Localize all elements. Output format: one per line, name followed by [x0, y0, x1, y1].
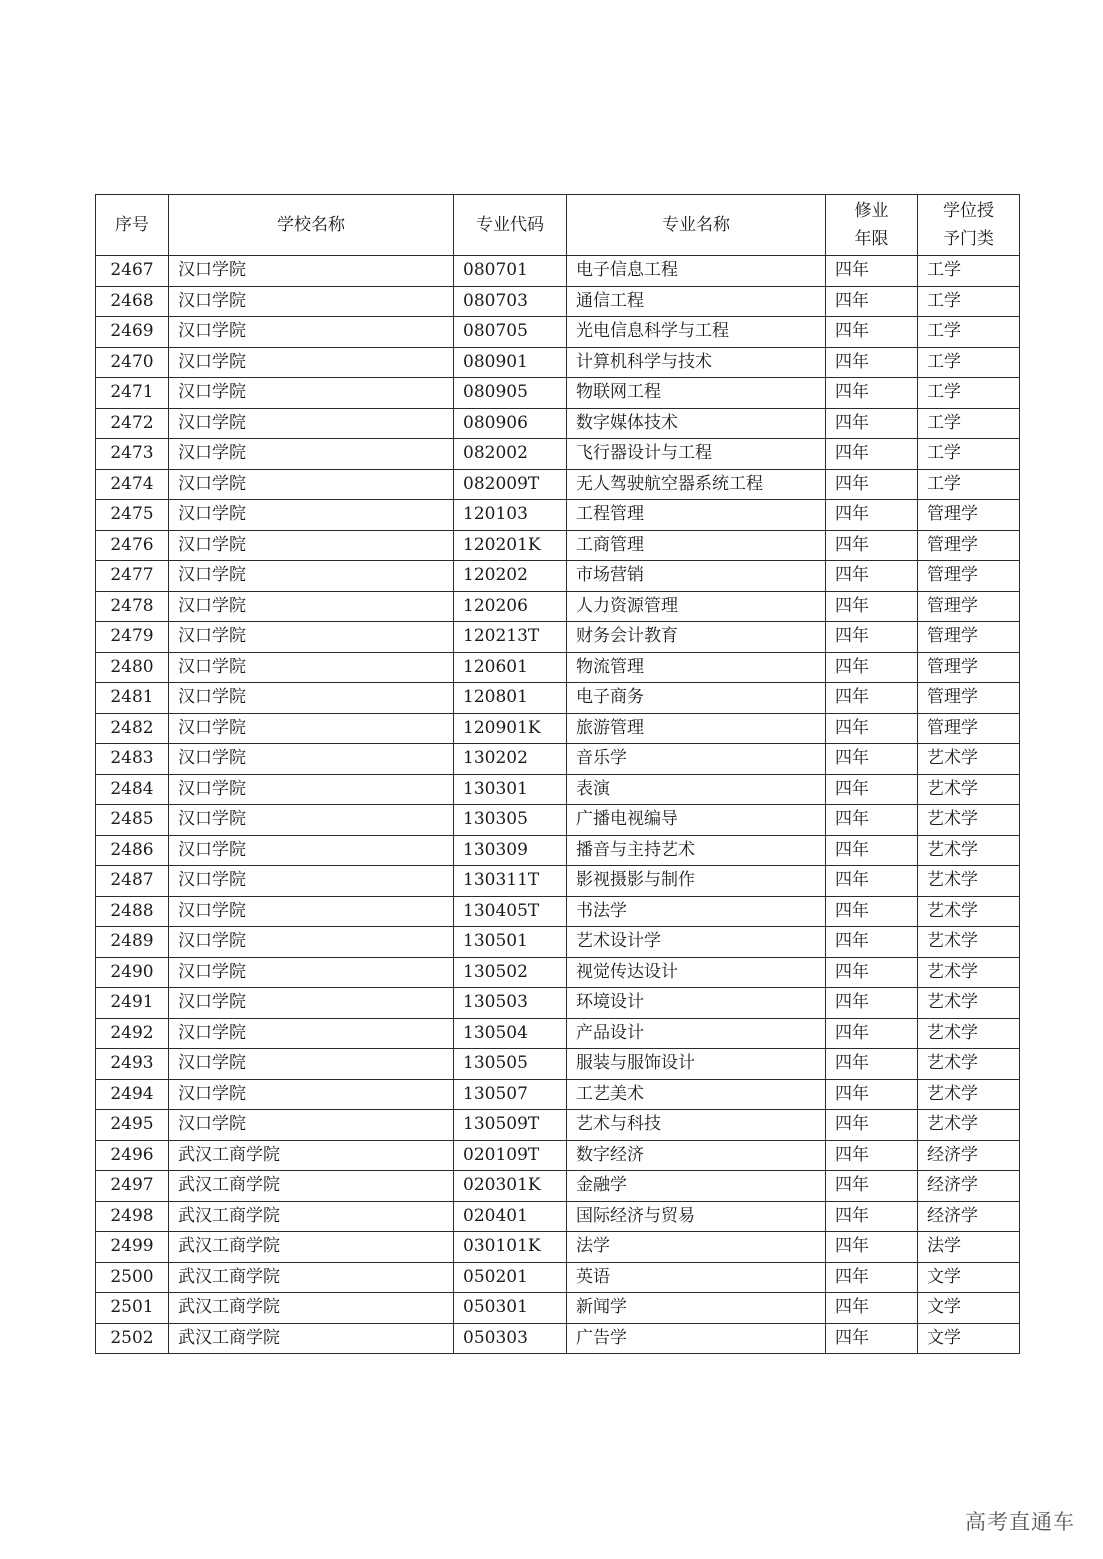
cell-no: 2490	[96, 957, 169, 988]
cell-no: 2477	[96, 561, 169, 592]
cell-school: 汉口学院	[169, 469, 454, 500]
cell-code: 120901K	[454, 713, 567, 744]
table-row	[96, 469, 1020, 500]
cell-degree: 工学	[918, 408, 1020, 439]
cell-duration: 四年	[826, 652, 918, 683]
cell-duration: 四年	[826, 1262, 918, 1293]
cell-no: 2487	[96, 866, 169, 897]
cell-major: 影视摄影与制作	[567, 866, 826, 897]
cell-duration: 四年	[826, 347, 918, 378]
cell-major: 艺术设计学	[567, 927, 826, 958]
cell-code: 120601	[454, 652, 567, 683]
table-row	[96, 1079, 1020, 1110]
table-row	[96, 347, 1020, 378]
cell-major: 工商管理	[567, 530, 826, 561]
cell-school: 汉口学院	[169, 347, 454, 378]
cell-code: 020301K	[454, 1171, 567, 1202]
cell-degree: 法学	[918, 1232, 1020, 1263]
majors-table	[95, 194, 1020, 1354]
cell-major: 艺术与科技	[567, 1110, 826, 1141]
table-row	[96, 988, 1020, 1019]
cell-no: 2469	[96, 317, 169, 348]
table-row	[96, 286, 1020, 317]
table-row	[96, 805, 1020, 836]
cell-school: 汉口学院	[169, 835, 454, 866]
table-row	[96, 744, 1020, 775]
cell-major: 数字媒体技术	[567, 408, 826, 439]
cell-major: 环境设计	[567, 988, 826, 1019]
cell-no: 2491	[96, 988, 169, 1019]
cell-code: 080701	[454, 256, 567, 287]
cell-major: 光电信息科学与工程	[567, 317, 826, 348]
cell-degree: 文学	[918, 1262, 1020, 1293]
cell-duration: 四年	[826, 408, 918, 439]
cell-duration: 四年	[826, 805, 918, 836]
cell-code: 130202	[454, 744, 567, 775]
cell-school: 汉口学院	[169, 774, 454, 805]
cell-code: 082002	[454, 439, 567, 470]
cell-duration: 四年	[826, 744, 918, 775]
cell-no: 2502	[96, 1323, 169, 1354]
cell-school: 汉口学院	[169, 896, 454, 927]
cell-duration: 四年	[826, 378, 918, 409]
cell-duration: 四年	[826, 1293, 918, 1324]
cell-code: 082009T	[454, 469, 567, 500]
cell-code: 130507	[454, 1079, 567, 1110]
cell-no: 2493	[96, 1049, 169, 1080]
table-row	[96, 500, 1020, 531]
cell-school: 武汉工商学院	[169, 1171, 454, 1202]
cell-school: 汉口学院	[169, 1049, 454, 1080]
cell-duration: 四年	[826, 774, 918, 805]
cell-no: 2499	[96, 1232, 169, 1263]
cell-major: 金融学	[567, 1171, 826, 1202]
watermark-text: 高考直通车	[965, 1510, 1075, 1534]
cell-major: 电子商务	[567, 683, 826, 714]
table-row	[96, 957, 1020, 988]
cell-major: 产品设计	[567, 1018, 826, 1049]
table-row	[96, 1140, 1020, 1171]
cell-no: 2470	[96, 347, 169, 378]
header-school: 学校名称	[169, 195, 454, 256]
cell-major: 工艺美术	[567, 1079, 826, 1110]
cell-degree: 管理学	[918, 683, 1020, 714]
cell-duration: 四年	[826, 896, 918, 927]
cell-no: 2475	[96, 500, 169, 531]
table-row	[96, 439, 1020, 470]
cell-school: 汉口学院	[169, 957, 454, 988]
cell-degree: 管理学	[918, 561, 1020, 592]
table-header	[96, 195, 1020, 256]
cell-no: 2495	[96, 1110, 169, 1141]
cell-major: 飞行器设计与工程	[567, 439, 826, 470]
cell-duration: 四年	[826, 1232, 918, 1263]
cell-no: 2485	[96, 805, 169, 836]
cell-major: 广告学	[567, 1323, 826, 1354]
cell-code: 120213T	[454, 622, 567, 653]
cell-code: 120801	[454, 683, 567, 714]
cell-duration: 四年	[826, 1018, 918, 1049]
cell-duration: 四年	[826, 713, 918, 744]
table-row	[96, 530, 1020, 561]
cell-major: 物联网工程	[567, 378, 826, 409]
table-row	[96, 683, 1020, 714]
cell-code: 120103	[454, 500, 567, 531]
cell-no: 2471	[96, 378, 169, 409]
table-row	[96, 713, 1020, 744]
cell-school: 汉口学院	[169, 683, 454, 714]
cell-code: 130505	[454, 1049, 567, 1080]
cell-duration: 四年	[826, 1171, 918, 1202]
cell-code: 130503	[454, 988, 567, 1019]
cell-school: 汉口学院	[169, 530, 454, 561]
cell-school: 汉口学院	[169, 866, 454, 897]
cell-no: 2472	[96, 408, 169, 439]
cell-major: 国际经济与贸易	[567, 1201, 826, 1232]
header-row	[96, 195, 1020, 256]
cell-code: 130305	[454, 805, 567, 836]
cell-major: 无人驾驶航空器系统工程	[567, 469, 826, 500]
cell-code: 130504	[454, 1018, 567, 1049]
cell-school: 汉口学院	[169, 805, 454, 836]
cell-degree: 文学	[918, 1293, 1020, 1324]
table-row	[96, 256, 1020, 287]
cell-major: 播音与主持艺术	[567, 835, 826, 866]
table-row	[96, 866, 1020, 897]
cell-degree: 艺术学	[918, 1079, 1020, 1110]
cell-no: 2480	[96, 652, 169, 683]
cell-school: 汉口学院	[169, 622, 454, 653]
cell-code: 080901	[454, 347, 567, 378]
table-row	[96, 317, 1020, 348]
table-row	[96, 1110, 1020, 1141]
cell-code: 120201K	[454, 530, 567, 561]
cell-degree: 工学	[918, 439, 1020, 470]
cell-no: 2482	[96, 713, 169, 744]
table-row	[96, 1171, 1020, 1202]
cell-duration: 四年	[826, 1323, 918, 1354]
cell-major: 广播电视编导	[567, 805, 826, 836]
cell-code: 050201	[454, 1262, 567, 1293]
cell-degree: 管理学	[918, 622, 1020, 653]
cell-code: 050303	[454, 1323, 567, 1354]
cell-degree: 管理学	[918, 500, 1020, 531]
cell-code: 080703	[454, 286, 567, 317]
cell-degree: 艺术学	[918, 957, 1020, 988]
cell-degree: 工学	[918, 378, 1020, 409]
header-major: 专业名称	[567, 195, 826, 256]
table-row	[96, 1293, 1020, 1324]
cell-no: 2500	[96, 1262, 169, 1293]
cell-duration: 四年	[826, 469, 918, 500]
cell-major: 新闻学	[567, 1293, 826, 1324]
cell-degree: 艺术学	[918, 1110, 1020, 1141]
cell-code: 080906	[454, 408, 567, 439]
table-row	[96, 622, 1020, 653]
cell-school: 汉口学院	[169, 927, 454, 958]
cell-code: 130509T	[454, 1110, 567, 1141]
cell-degree: 管理学	[918, 530, 1020, 561]
header-code: 专业代码	[454, 195, 567, 256]
cell-no: 2479	[96, 622, 169, 653]
cell-duration: 四年	[826, 988, 918, 1019]
cell-degree: 工学	[918, 347, 1020, 378]
cell-duration: 四年	[826, 256, 918, 287]
cell-no: 2481	[96, 683, 169, 714]
cell-no: 2467	[96, 256, 169, 287]
cell-school: 汉口学院	[169, 652, 454, 683]
cell-school: 汉口学院	[169, 988, 454, 1019]
cell-school: 汉口学院	[169, 1018, 454, 1049]
table-row	[96, 1262, 1020, 1293]
cell-major: 通信工程	[567, 286, 826, 317]
cell-degree: 管理学	[918, 713, 1020, 744]
cell-duration: 四年	[826, 561, 918, 592]
table-row	[96, 835, 1020, 866]
cell-major: 书法学	[567, 896, 826, 927]
cell-degree: 艺术学	[918, 866, 1020, 897]
cell-no: 2483	[96, 744, 169, 775]
cell-duration: 四年	[826, 683, 918, 714]
cell-major: 电子信息工程	[567, 256, 826, 287]
cell-major: 英语	[567, 1262, 826, 1293]
cell-duration: 四年	[826, 957, 918, 988]
cell-no: 2473	[96, 439, 169, 470]
cell-school: 汉口学院	[169, 378, 454, 409]
cell-school: 汉口学院	[169, 1079, 454, 1110]
cell-duration: 四年	[826, 1110, 918, 1141]
cell-school: 武汉工商学院	[169, 1262, 454, 1293]
cell-school: 武汉工商学院	[169, 1140, 454, 1171]
cell-duration: 四年	[826, 1201, 918, 1232]
cell-code: 020401	[454, 1201, 567, 1232]
cell-degree: 艺术学	[918, 927, 1020, 958]
table-body	[96, 256, 1020, 1354]
cell-degree: 文学	[918, 1323, 1020, 1354]
cell-degree: 经济学	[918, 1140, 1020, 1171]
cell-degree: 工学	[918, 256, 1020, 287]
cell-school: 汉口学院	[169, 713, 454, 744]
cell-school: 武汉工商学院	[169, 1232, 454, 1263]
table-row	[96, 774, 1020, 805]
cell-duration: 四年	[826, 1140, 918, 1171]
cell-major: 财务会计教育	[567, 622, 826, 653]
cell-degree: 管理学	[918, 652, 1020, 683]
cell-major: 旅游管理	[567, 713, 826, 744]
cell-degree: 经济学	[918, 1171, 1020, 1202]
cell-no: 2478	[96, 591, 169, 622]
header-no: 序号	[96, 195, 169, 256]
cell-code: 080905	[454, 378, 567, 409]
table-row	[96, 896, 1020, 927]
cell-no: 2476	[96, 530, 169, 561]
table-row	[96, 1018, 1020, 1049]
cell-major: 视觉传达设计	[567, 957, 826, 988]
table-row	[96, 1232, 1020, 1263]
cell-code: 130311T	[454, 866, 567, 897]
cell-degree: 艺术学	[918, 774, 1020, 805]
header-duration: 修业年限	[826, 195, 918, 256]
cell-no: 2501	[96, 1293, 169, 1324]
cell-school: 武汉工商学院	[169, 1201, 454, 1232]
cell-duration: 四年	[826, 286, 918, 317]
cell-duration: 四年	[826, 927, 918, 958]
cell-no: 2486	[96, 835, 169, 866]
cell-no: 2494	[96, 1079, 169, 1110]
cell-code: 130501	[454, 927, 567, 958]
cell-code: 130309	[454, 835, 567, 866]
cell-school: 汉口学院	[169, 439, 454, 470]
cell-major: 音乐学	[567, 744, 826, 775]
table-row	[96, 561, 1020, 592]
cell-no: 2492	[96, 1018, 169, 1049]
cell-major: 法学	[567, 1232, 826, 1263]
table-row	[96, 378, 1020, 409]
table-row	[96, 1049, 1020, 1080]
table-row	[96, 591, 1020, 622]
cell-degree: 艺术学	[918, 896, 1020, 927]
cell-school: 汉口学院	[169, 256, 454, 287]
cell-degree: 艺术学	[918, 835, 1020, 866]
cell-code: 050301	[454, 1293, 567, 1324]
cell-school: 汉口学院	[169, 591, 454, 622]
cell-duration: 四年	[826, 439, 918, 470]
cell-major: 表演	[567, 774, 826, 805]
cell-code: 120206	[454, 591, 567, 622]
cell-code: 130301	[454, 774, 567, 805]
cell-degree: 艺术学	[918, 1018, 1020, 1049]
table-row	[96, 1323, 1020, 1354]
cell-major: 服装与服饰设计	[567, 1049, 826, 1080]
cell-school: 汉口学院	[169, 317, 454, 348]
cell-code: 030101K	[454, 1232, 567, 1263]
table-row	[96, 408, 1020, 439]
cell-major: 人力资源管理	[567, 591, 826, 622]
cell-duration: 四年	[826, 1079, 918, 1110]
cell-no: 2474	[96, 469, 169, 500]
cell-school: 汉口学院	[169, 744, 454, 775]
cell-degree: 工学	[918, 317, 1020, 348]
cell-degree: 艺术学	[918, 805, 1020, 836]
cell-code: 020109T	[454, 1140, 567, 1171]
cell-no: 2497	[96, 1171, 169, 1202]
cell-degree: 艺术学	[918, 988, 1020, 1019]
cell-major: 物流管理	[567, 652, 826, 683]
cell-no: 2484	[96, 774, 169, 805]
cell-no: 2498	[96, 1201, 169, 1232]
cell-school: 汉口学院	[169, 500, 454, 531]
cell-code: 080705	[454, 317, 567, 348]
cell-duration: 四年	[826, 866, 918, 897]
cell-duration: 四年	[826, 500, 918, 531]
cell-major: 计算机科学与技术	[567, 347, 826, 378]
header-degree: 学位授予门类	[918, 195, 1020, 256]
cell-duration: 四年	[826, 530, 918, 561]
cell-degree: 经济学	[918, 1201, 1020, 1232]
cell-school: 武汉工商学院	[169, 1293, 454, 1324]
cell-major: 工程管理	[567, 500, 826, 531]
cell-degree: 艺术学	[918, 744, 1020, 775]
cell-no: 2488	[96, 896, 169, 927]
cell-duration: 四年	[826, 591, 918, 622]
cell-degree: 工学	[918, 469, 1020, 500]
cell-school: 汉口学院	[169, 1110, 454, 1141]
cell-major: 数字经济	[567, 1140, 826, 1171]
table-row	[96, 1201, 1020, 1232]
cell-degree: 管理学	[918, 591, 1020, 622]
cell-school: 汉口学院	[169, 561, 454, 592]
table-row	[96, 927, 1020, 958]
cell-duration: 四年	[826, 622, 918, 653]
cell-code: 120202	[454, 561, 567, 592]
table-row	[96, 652, 1020, 683]
cell-code: 130502	[454, 957, 567, 988]
cell-duration: 四年	[826, 1049, 918, 1080]
cell-school: 汉口学院	[169, 408, 454, 439]
cell-duration: 四年	[826, 317, 918, 348]
cell-degree: 工学	[918, 286, 1020, 317]
cell-major: 市场营销	[567, 561, 826, 592]
cell-school: 汉口学院	[169, 286, 454, 317]
cell-duration: 四年	[826, 835, 918, 866]
cell-degree: 艺术学	[918, 1049, 1020, 1080]
cell-no: 2489	[96, 927, 169, 958]
cell-no: 2468	[96, 286, 169, 317]
cell-code: 130405T	[454, 896, 567, 927]
cell-no: 2496	[96, 1140, 169, 1171]
cell-school: 武汉工商学院	[169, 1323, 454, 1354]
